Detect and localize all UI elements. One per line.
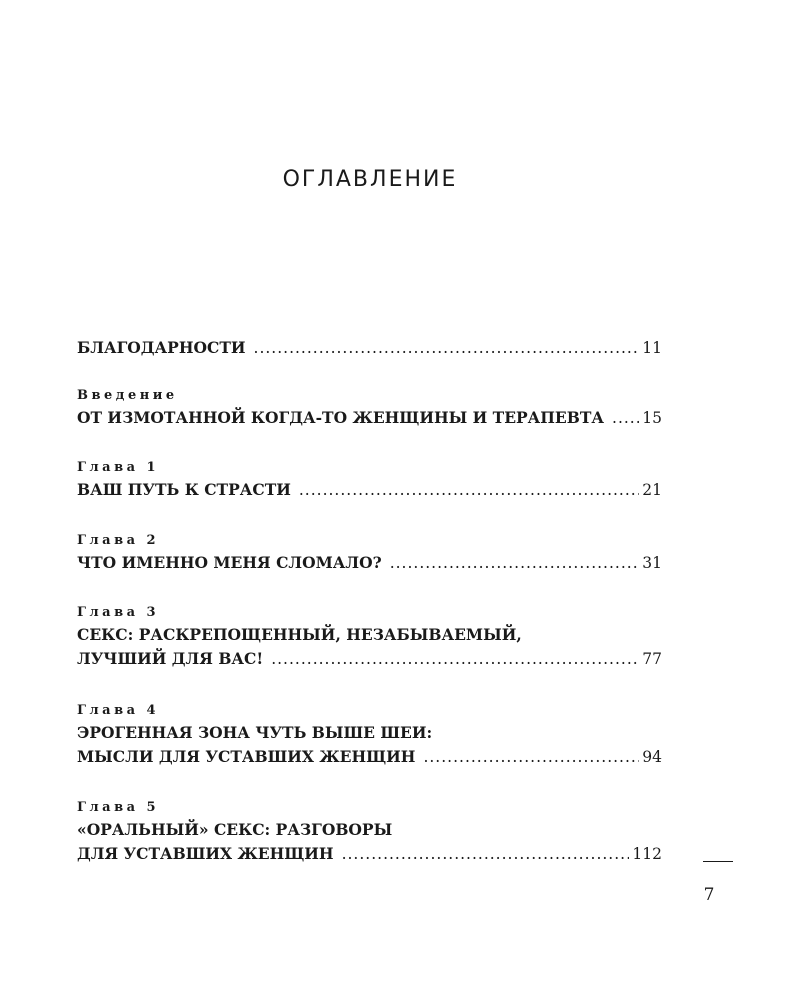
toc-entry-acknowledgements[interactable] [77,336,662,360]
dot-leader [271,647,639,671]
toc-entry-title: ОТ ИЗМОТАННОЙ КОГДА-ТО ЖЕНЩИНЫ И ТЕРАПЕВТА [77,408,605,427]
dot-leader [299,478,639,502]
toc-page-number: 94 [642,748,662,766]
toc-page-number: 15 [642,409,662,427]
toc-page-number: 77 [642,650,662,668]
toc-entry-chapter-2[interactable] [77,531,662,575]
toc-entry-label: Введение [77,388,178,403]
toc-entry-label: Глава 4 [77,703,160,718]
page-title: ОГЛАВЛЕНИЕ [282,167,458,192]
dot-leader [612,406,639,430]
dot-leader [423,745,639,769]
toc-entry-label: Глава 1 [77,460,160,475]
page-number: 7 [703,885,715,905]
toc-entry-title-line: «ОРАЛЬНЫЙ» СЕКС: РАЗГОВОРЫ [77,820,393,839]
toc-entry-introduction[interactable] [77,386,662,430]
toc-entry-chapter-4[interactable] [77,701,662,769]
toc-entry-title: ЛУЧШИЙ ДЛЯ ВАС! [77,649,264,668]
toc-entry-label: Глава 2 [77,533,160,548]
toc-entry-title: МЫСЛИ ДЛЯ УСТАВШИХ ЖЕНЩИН [77,747,416,766]
toc-page-number: 31 [642,554,662,572]
toc-entry-title-line: ЭРОГЕННАЯ ЗОНА ЧУТЬ ВЫШЕ ШЕИ: [77,723,433,742]
toc-entry-chapter-5[interactable] [77,798,662,866]
folio-rule [703,861,733,862]
dot-leader [342,842,630,866]
toc-entry-title: ВАШ ПУТЬ К СТРАСТИ [77,480,291,499]
toc-entry-chapter-1[interactable] [77,458,662,502]
toc-entry-label: Глава 3 [77,605,160,620]
toc-page-number: 11 [642,339,662,357]
toc-page-number: 112 [632,845,662,863]
toc-entry-title: ЧТО ИМЕННО МЕНЯ СЛОМАЛО? [77,553,382,572]
dot-leader [390,551,640,575]
dot-leader [254,336,640,360]
toc-entry-label: Глава 5 [77,800,160,815]
toc-entry-title: ДЛЯ УСТАВШИХ ЖЕНЩИН [77,844,334,863]
toc-entry-title: БЛАГОДАРНОСТИ [77,338,246,357]
toc-entry-title-line: СЕКС: РАСКРЕПОЩЕННЫЙ, НЕЗАБЫВАЕМЫЙ, [77,625,522,644]
toc-page-number: 21 [642,481,662,499]
toc-entry-chapter-3[interactable] [77,603,662,671]
